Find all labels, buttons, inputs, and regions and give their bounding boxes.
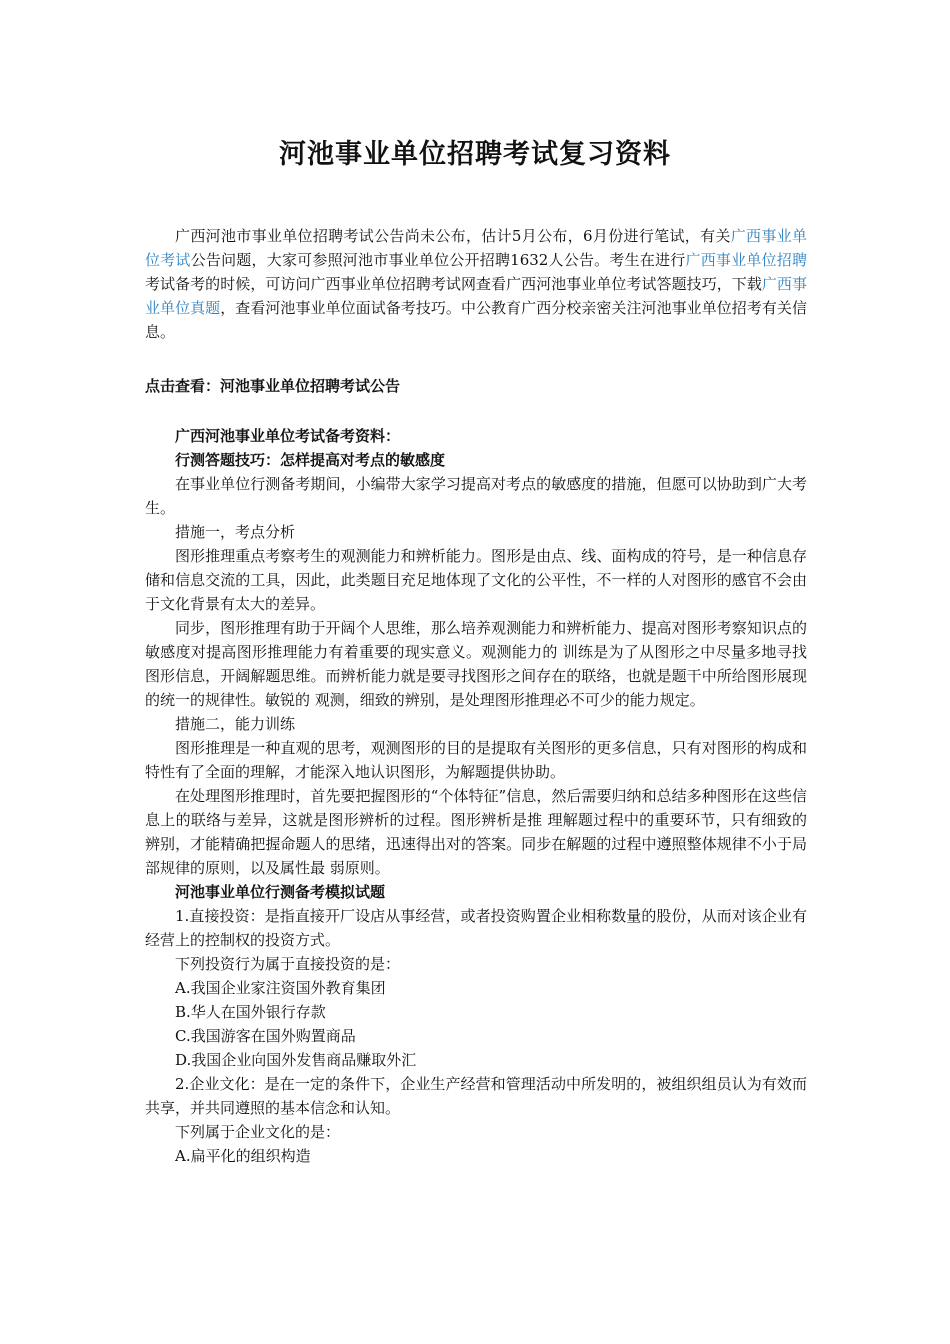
- option-a: A.扁平化的组织构造: [175, 1147, 311, 1165]
- paragraph: 在事业单位行测备考期间，小编带大家学习提高对考点的敏感度的措施，但愿可以协助到广大考生。: [145, 475, 807, 517]
- option-b: B.华人在国外银行存款: [175, 1003, 326, 1021]
- question-1-prompt: 下列投资行为属于直接投资的是：: [175, 955, 401, 973]
- page-title: 河池事业单位招聘考试复习资料: [279, 139, 671, 170]
- measure-heading: 措施一，考点分析: [175, 523, 296, 541]
- question-2: 2.企业文化：是在一定的条件下，企业生产经营和管理活动中所发明的，被组织组员认为有效而共享，并共同遵照的基本信念和认知。: [145, 1075, 807, 1117]
- paragraph: 图形推理是一种直观的思考，观测图形的目的是提取有关图形的更多信息，只有对图形的构成和特性有了全面的理解，才能深入地认识图形，为解题提供协助。: [145, 739, 807, 781]
- section-title: 广西河池事业单位考试备考资料：: [175, 427, 401, 445]
- intro-paragraph: [145, 224, 807, 344]
- link-gx-recruit[interactable]: 广西事业单位招聘: [685, 251, 807, 269]
- paragraph: 在处理图形推理时，首先要把握图形的“个体特征”信息，然后需要归纳和总结多种图形在这些信息上的联络与差异，这就是图形辨析的过程。图形辨析是推 理解题过程中的重要环节，只有细致的辨别，才能精确把握命题人的思绪，迅速得出对的答案。同步在解题的过程中遵照整体规律不小于局部规律的原则，以及属性最 弱原则。: [145, 787, 807, 877]
- intro-text-4: ，查看河池事业单位面试备考技巧。中公教育广西分校亲密关注河池事业单位招考有关信息。: [145, 299, 807, 341]
- section-subtitle: 行测答题技巧：怎样提高对考点的敏感度: [175, 451, 446, 469]
- intro-text-2: 公告问题，大家可参照河池市事业单位公开招聘1632人公告。考生在进行: [190, 251, 686, 269]
- mock-test-title: 河池事业单位行测备考模拟试题: [175, 883, 386, 901]
- paragraph: 图形推理重点考察考生的观测能力和辨析能力。图形是由点、线、面构成的符号，是一种信息存储和信息交流的工具，因此，此类题目充足地体现了文化的公平性，不一样的人对图形的感官不会由于文化背景有太大的差异。: [145, 547, 807, 613]
- document-body: [145, 224, 807, 1168]
- question-2-prompt: 下列属于企业文化的是：: [175, 1123, 341, 1141]
- intro-text-3: 考试备考的时候，可访问广西事业单位招聘考试网查看广西河池事业单位考试答题技巧，下载: [145, 275, 762, 293]
- option-a: A.我国企业家注资国外教育集团: [175, 979, 386, 997]
- option-d: D.我国企业向国外发售商品赚取外汇: [175, 1051, 417, 1069]
- link-gx-exam[interactable]: 广西事业单位考试: [145, 227, 807, 269]
- link-gx-real-exam[interactable]: 广西事业单位真题: [145, 275, 807, 317]
- click-view-notice[interactable]: 点击查看：河池事业单位招聘考试公告: [145, 377, 401, 395]
- option-c: C.我国游客在国外购置商品: [175, 1027, 356, 1045]
- measure-heading: 措施二，能力训练: [175, 715, 296, 733]
- paragraph: 同步，图形推理有助于开阔个人思维，那么培养观测能力和辨析能力、提高对图形考察知识点的敏感度对提高图形推理能力有着重要的现实意义。观测能力的 训练是为了从图形之中尽量多地寻找图形信息，开阔解题思维。而辨析能力就是要寻找图形之间存在的联络，也就是题干中所给图形展现的统一的规律性。敏锐的 观测，细致的辨别，是处理图形推理必不可少的能力规定。: [145, 619, 807, 709]
- question-1: 1.直接投资：是指直接开厂设店从事经营，或者投资购置企业相称数量的股份，从而对该企业有经营上的控制权的投资方式。: [145, 907, 807, 949]
- intro-text-1: 广西河池市事业单位招聘考试公告尚未公布，估计5月公布，6月份进行笔试，有关: [175, 227, 731, 245]
